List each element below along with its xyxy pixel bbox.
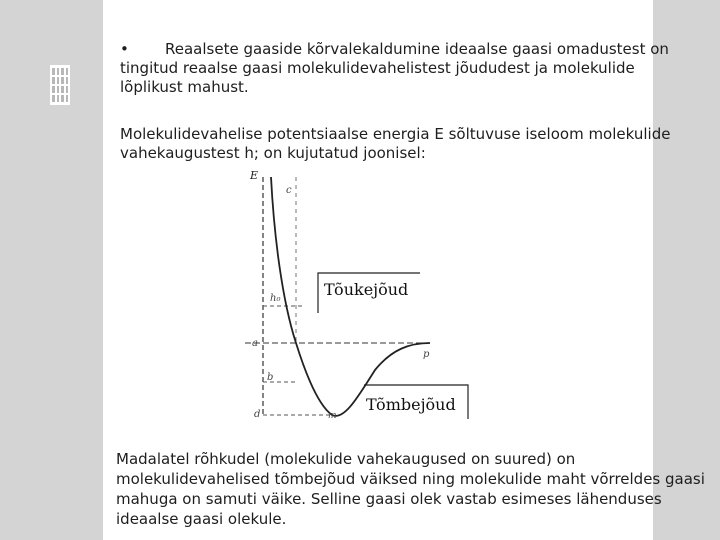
paragraph-intro bbox=[120, 40, 680, 97]
repulsion-label: Tõukejõud bbox=[324, 280, 409, 299]
paragraph-intro-text: Reaalsete gaaside kõrvalekaldumine ideaalse gaasi omadustest on tingitud reaalse gaasi molekulidevahelistest jõududest ja molekulide lõplikust mahust. bbox=[120, 40, 669, 96]
label-a: a bbox=[252, 338, 258, 349]
attraction-label: Tõmbejõud bbox=[366, 395, 456, 414]
bullet-marker: • bbox=[120, 40, 129, 58]
paragraph-low-pressure: Madalatel rõhkudel (molekulide vahekaugused on suured) on molekulidevahelised tõmbejõud väiksed ning molekulide maht võrreldes gaasi mahuga on samuti väike. Selline gaasi olek vastab esimeses lähenduses ideaalse gaasi olekule. bbox=[116, 450, 705, 528]
label-c: c bbox=[286, 185, 292, 196]
label-m: m bbox=[328, 411, 337, 421]
label-b: b bbox=[267, 372, 274, 383]
e-axis-label: E bbox=[250, 169, 259, 182]
potential-energy-diagram bbox=[240, 165, 480, 425]
label-h0: h₀ bbox=[270, 293, 281, 304]
label-d: d bbox=[254, 409, 261, 420]
logo-icon bbox=[50, 65, 70, 105]
paragraph-energy: Molekulidevahelise potentsiaalse energia E sõltuvuse iseloom molekulide vahekaugustest h; on kujutatud joonisel: bbox=[120, 125, 671, 162]
label-p: p bbox=[423, 349, 430, 360]
